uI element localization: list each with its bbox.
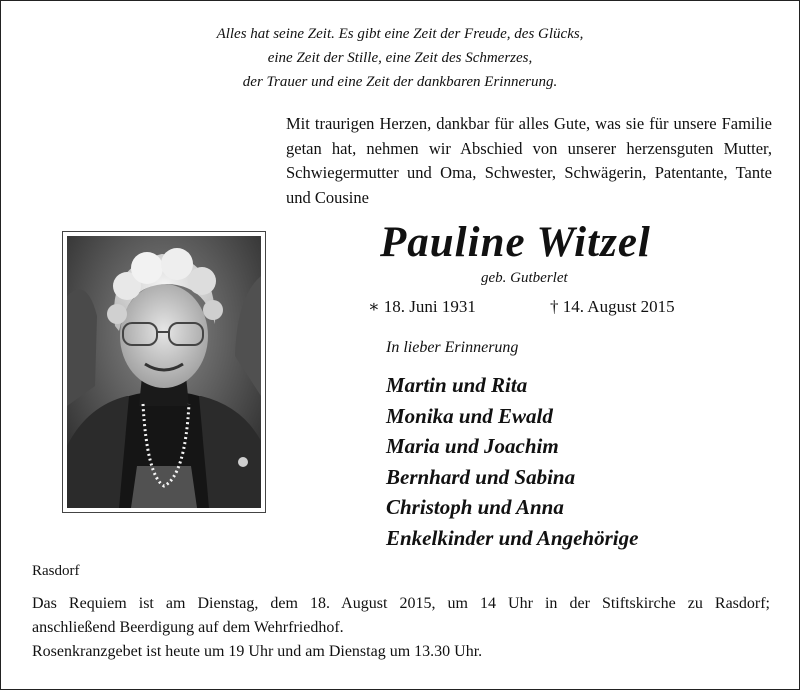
remembrance-heading: In lieber Erinnerung <box>386 339 519 356</box>
detail-line: anschließend Beerdigung auf dem Wehrfriedhof. <box>32 619 344 636</box>
birth-date: ∗ 18. Juni 1931 <box>368 297 476 316</box>
mourners-list <box>386 370 638 553</box>
motto-line: Alles hat seine Zeit. Es gibt eine Zeit der Freude, des Glücks, <box>216 26 584 42</box>
mourner-entry: Enkelkinder und Angehörige <box>386 525 639 550</box>
intro-line: unsere Familie getan hat, nehmen wir Abschied von unserer <box>286 114 772 158</box>
intro-line: Schwägerin, Patentante, Tante und Cousine <box>286 163 772 207</box>
motto-line: der Trauer und eine Zeit der dankbaren Erinnerung. <box>242 74 558 90</box>
motto-verse <box>150 22 650 94</box>
service-details <box>32 592 770 664</box>
mourner-entry: Bernhard und Sabina <box>386 464 576 489</box>
mourner-entry: Maria und Joachim <box>386 434 559 458</box>
mourner-entry: Monika und Ewald <box>386 403 553 428</box>
intro-text <box>286 112 772 210</box>
deceased-name: Pauline Witzel <box>380 219 651 266</box>
mourner-entry: Martin und Rita <box>386 373 528 397</box>
intro-line: herzensguten Mutter, Schwiegermutter und Oma, Schwester, <box>286 138 772 182</box>
detail-line: Rosenkranzgebet ist heute um 19 Uhr und am Dienstag um 13.30 Uhr. <box>32 643 483 660</box>
mourner-entry: Christoph und Anna <box>386 495 564 519</box>
portrait-illustration <box>67 236 261 508</box>
detail-line: Das Requiem ist am Dienstag, dem 18. August 2015, um 14 Uhr in der Stiftskirche zu Rasdorf; <box>32 595 770 612</box>
intro-line: Mit traurigen Herzen, dankbar für alles Gute, was sie für <box>286 114 674 133</box>
birth-name: geb. Gutberlet <box>481 270 568 286</box>
portrait-photo <box>62 231 266 513</box>
place-name: Rasdorf <box>32 563 80 579</box>
death-date: † 14. August 2015 <box>550 297 675 316</box>
motto-line: eine Zeit der Stille, eine Zeit des Schmerzes, <box>267 50 533 66</box>
portrait-image <box>67 236 261 508</box>
